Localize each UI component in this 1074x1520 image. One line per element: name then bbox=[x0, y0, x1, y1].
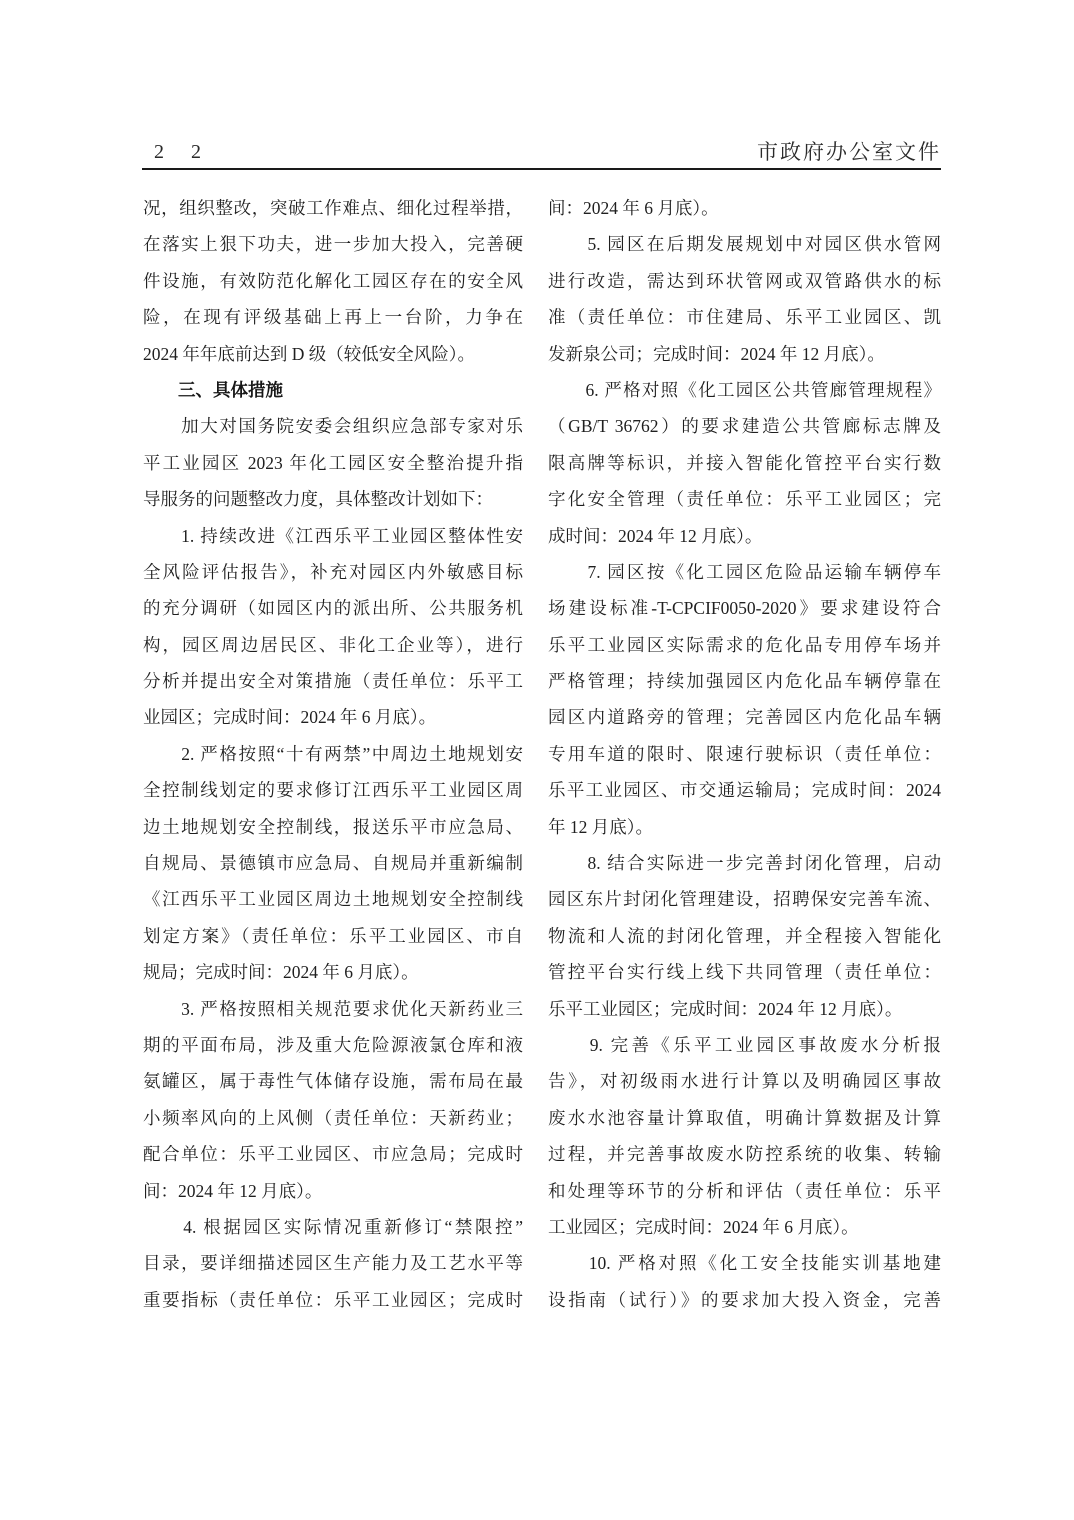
text-column-left bbox=[143, 190, 523, 1318]
text-line: 2024 年年底前达到 D 级（较低安全风险）。 bbox=[143, 343, 476, 364]
text-line: 分析并提出安全对策措施（责任单位：乐平工 bbox=[143, 671, 523, 692]
text-line: 间：2024 年 6 月底）。 bbox=[548, 198, 719, 218]
text-line: 期的平面布局，涉及重大危险源液氯仓库和液 bbox=[143, 1034, 523, 1055]
text-line: 物流和人流的封闭化管理，并全程接入智能化 bbox=[548, 925, 941, 946]
text-line: 3. 严格按照相关规范要求优化天新药业三 bbox=[143, 998, 523, 1019]
text-line: 9. 完善《乐平工业园区事故废水分析报 bbox=[548, 1034, 941, 1055]
header-doc-label: 市政府办公室文件 bbox=[757, 140, 941, 164]
text-line: 废水水池容量计算取值，明确计算数据及计算 bbox=[548, 1107, 941, 1128]
text-line: 成时间：2024 年 12 月底）。 bbox=[548, 525, 763, 546]
text-line: 准（责任单位：市住建局、乐平工业园区、凯 bbox=[548, 307, 941, 328]
text-line: 全控制线划定的要求修订江西乐平工业园区周 bbox=[143, 780, 523, 801]
text-line: 年 12 月底）。 bbox=[548, 816, 653, 837]
text-line: 自规局、景德镇市应急局、自规局并重新编制 bbox=[143, 853, 523, 874]
text-line: 5. 园区在后期发展规划中对园区供水管网 bbox=[548, 234, 941, 255]
text-line: 的充分调研（如园区内的派出所、公共服务机 bbox=[143, 598, 523, 619]
text-line: 间：2024 年 12 月底）。 bbox=[143, 1180, 323, 1201]
header-rule bbox=[142, 168, 941, 170]
text-line: 4. 根据园区实际情况重新修订“禁限控” bbox=[143, 1216, 523, 1237]
text-line: 乐平工业园区；完成时间：2024 年 12 月底）。 bbox=[548, 998, 903, 1019]
text-line: 工业园区；完成时间：2024 年 6 月底）。 bbox=[548, 1216, 859, 1237]
text-line: 园区东片封闭化管理建设，招聘保安完善车流、 bbox=[548, 889, 941, 910]
text-line: 划定方案》（责任单位：乐平工业园区、市自 bbox=[143, 925, 523, 946]
text-line: 1. 持续改进《江西乐平工业园区整体性安 bbox=[143, 525, 523, 546]
text-line: 配合单位：乐平工业园区、市应急局；完成时 bbox=[143, 1144, 523, 1165]
text-line: 件设施，有效防范化解化工园区存在的安全风 bbox=[143, 270, 523, 291]
text-line: 险，在现有评级基础上再上一台阶，力争在 bbox=[143, 307, 523, 328]
text-line: 目录，要详细描述园区生产能力及工艺水平等 bbox=[143, 1253, 523, 1274]
text-line: 小频率风向的上风侧（责任单位：天新药业； bbox=[143, 1107, 523, 1128]
text-line: 限高牌等标识，并接入智能化管控平台实行数 bbox=[548, 452, 941, 473]
text-line: 10. 严格对照《化工安全技能实训基地建 bbox=[548, 1253, 941, 1274]
text-column-right bbox=[548, 190, 941, 1318]
text-line: 7. 园区按《化工园区危险品运输车辆停车 bbox=[548, 561, 941, 582]
text-line: 业园区；完成时间：2024 年 6 月底）。 bbox=[143, 707, 437, 728]
text-line: 设指南（试行）》的要求加大投入资金，完善 bbox=[548, 1289, 941, 1310]
text-line: 专用车道的限时、限速行驶标识（责任单位： bbox=[548, 743, 941, 764]
text-line: 管控平台实行线上线下共同管理（责任单位： bbox=[548, 962, 941, 983]
text-line: （GB/T 36762）的要求建造公共管廊标志牌及 bbox=[548, 416, 941, 437]
text-line: 2. 严格按照“十有两禁”中周边土地规划安 bbox=[143, 743, 523, 764]
text-line: 过程，并完善事故废水防控系统的收集、转输 bbox=[548, 1144, 941, 1165]
section-heading: 三、具体措施 bbox=[143, 379, 283, 400]
text-line: 重要指标（责任单位：乐平工业园区；完成时 bbox=[143, 1289, 523, 1310]
text-line: 氨罐区，属于毒性气体储存设施，需布局在最 bbox=[143, 1071, 523, 1092]
text-line: 《江西乐平工业园区周边土地规划安全控制线 bbox=[143, 889, 523, 910]
text-line: 边土地规划安全控制线，报送乐平市应急局、 bbox=[143, 816, 523, 837]
page-number: 2 2 bbox=[154, 141, 212, 163]
text-line: 全风险评估报告》，补充对园区内外敏感目标 bbox=[143, 561, 523, 582]
text-line: 进行改造，需达到环状管网或双管路供水的标 bbox=[548, 270, 941, 291]
text-line: 平工业园区 2023 年化工园区安全整治提升指 bbox=[143, 452, 523, 473]
text-line: 和处理等环节的分析和评估（责任单位：乐平 bbox=[548, 1180, 941, 1201]
text-line: 字化安全管理（责任单位：乐平工业园区；完 bbox=[548, 489, 941, 510]
text-line: 严格管理；持续加强园区内危化品车辆停靠在 bbox=[548, 671, 941, 692]
text-line: 告》，对初级雨水进行计算以及明确园区事故 bbox=[548, 1071, 941, 1092]
text-line: 规局；完成时间：2024 年 6 月底）。 bbox=[143, 962, 419, 983]
text-line: 发新泉公司；完成时间：2024 年 12 月底）。 bbox=[548, 343, 885, 364]
text-line: 构，园区周边居民区、非化工企业等），进行 bbox=[143, 634, 523, 655]
text-line: 加大对国务院安委会组织应急部专家对乐 bbox=[143, 416, 523, 437]
text-line: 园区内道路旁的管理；完善园区内危化品车辆 bbox=[548, 707, 941, 728]
text-line: 乐平工业园区、市交通运输局；完成时间：2024 bbox=[548, 780, 941, 801]
text-line: 在落实上狠下功夫，进一步加大投入，完善硬 bbox=[143, 234, 523, 255]
text-line: 况，组织整改，突破工作难点、细化过程举措， bbox=[143, 198, 523, 218]
text-line: 场建设标准-T-CPCIF0050-2020》要求建设符合 bbox=[548, 598, 941, 619]
text-line: 8. 结合实际进一步完善封闭化管理，启动 bbox=[548, 853, 941, 874]
text-line: 导服务的问题整改力度，具体整改计划如下： bbox=[143, 489, 493, 510]
text-line: 6. 严格对照《化工园区公共管廊管理规程》 bbox=[548, 379, 941, 400]
text-line: 乐平工业园区实际需求的危化品专用停车场并 bbox=[548, 634, 941, 655]
